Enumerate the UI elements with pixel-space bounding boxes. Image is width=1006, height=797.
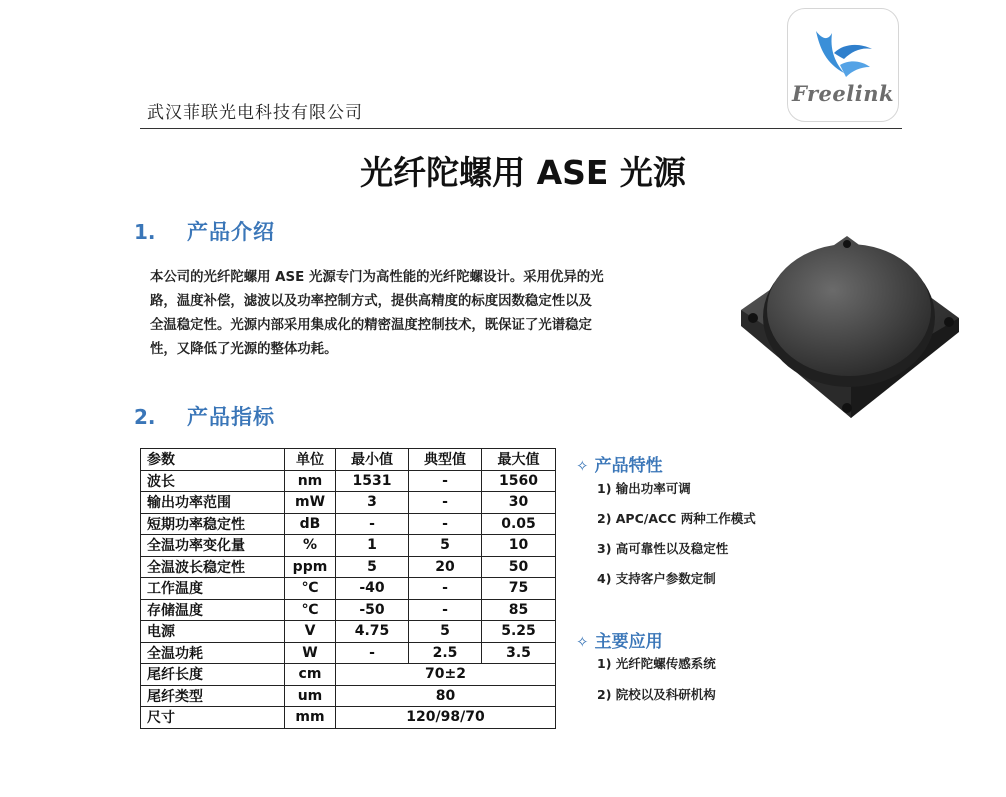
intro-paragraph: [150, 266, 722, 362]
table-cell: 1560: [482, 470, 556, 492]
section-1-title: 产品介绍: [187, 220, 275, 244]
table-row: [141, 513, 556, 535]
header-cell: 单位: [285, 449, 336, 471]
table-cell: 1531: [336, 470, 409, 492]
table-cell: 85: [482, 599, 556, 621]
table-cell: cm: [285, 664, 336, 686]
header-cell: 参数: [141, 449, 285, 471]
table-cell: 75: [482, 578, 556, 600]
table-cell: 存储温度: [141, 599, 285, 621]
header-divider: [140, 128, 902, 129]
table-cell: ℃: [285, 599, 336, 621]
applications-title: 主要应用: [594, 632, 663, 652]
table-cell: 5: [409, 621, 482, 643]
table-cell: -: [409, 578, 482, 600]
company-name: 武汉菲联光电科技有限公司: [147, 103, 363, 123]
intro-line: 性，又降低了光源的整体功耗。: [150, 342, 338, 357]
table-cell: 3.5: [482, 642, 556, 664]
header-cell: 最大值: [482, 449, 556, 471]
table-row: [141, 556, 556, 578]
table-cell: ppm: [285, 556, 336, 578]
table-cell: um: [285, 685, 336, 707]
application-item: 2) 院校以及科研机构: [597, 687, 716, 702]
table-row: [141, 685, 556, 707]
intro-line: 本公司的光纤陀螺用 ASE 光源专门为高性能的光纤陀螺设计。采用优异的光: [150, 270, 604, 285]
table-cell: 5.25: [482, 621, 556, 643]
table-cell: -: [409, 513, 482, 535]
table-row: [141, 642, 556, 664]
table-cell: 5: [336, 556, 409, 578]
feature-item: 2) APC/ACC 两种工作模式: [597, 511, 756, 526]
table-cell: %: [285, 535, 336, 557]
table-cell: 50: [482, 556, 556, 578]
table-cell: 尺寸: [141, 707, 285, 729]
features-title: 产品特性: [594, 456, 663, 476]
table-cell: 输出功率范围: [141, 492, 285, 514]
features-heading: [576, 451, 663, 476]
document-title: 光纤陀螺用 ASE 光源: [360, 153, 686, 192]
table-cell: 70±2: [336, 664, 556, 686]
applications-heading: [576, 627, 663, 652]
table-cell: mm: [285, 707, 336, 729]
table-cell: 尾纤长度: [141, 664, 285, 686]
table-cell: dB: [285, 513, 336, 535]
table-row: [141, 578, 556, 600]
table-cell: -50: [336, 599, 409, 621]
product-image: [735, 222, 965, 427]
header-cell: 最小值: [336, 449, 409, 471]
feature-item: 3) 高可靠性以及稳定性: [597, 541, 729, 556]
feature-item: 1) 输出功率可调: [597, 481, 691, 496]
table-cell: -: [336, 642, 409, 664]
table-cell: V: [285, 621, 336, 643]
table-row: [141, 492, 556, 514]
table-cell: 1: [336, 535, 409, 557]
table-row: [141, 599, 556, 621]
spec-table: [140, 448, 556, 729]
table-cell: -40: [336, 578, 409, 600]
feature-item: 4) 支持客户参数定制: [597, 571, 716, 586]
table-cell: 2.5: [409, 642, 482, 664]
section-1-number: 1.: [134, 220, 156, 244]
table-row: [141, 707, 556, 729]
table-cell: 全温波长稳定性: [141, 556, 285, 578]
header-cell: 典型值: [409, 449, 482, 471]
logo-wordmark: Freelink: [791, 81, 895, 106]
table-cell: 尾纤类型: [141, 685, 285, 707]
table-row: [141, 470, 556, 492]
table-cell: -: [409, 599, 482, 621]
intro-line: 路，温度补偿，滤波以及功率控制方式，提供高精度的标度因数稳定性以及: [150, 294, 592, 309]
table-cell: 波长: [141, 470, 285, 492]
sparkle-icon: ✧: [576, 457, 589, 475]
application-item: 1) 光纤陀螺传感系统: [597, 656, 716, 671]
table-cell: W: [285, 642, 336, 664]
logo-swoosh-icon: [810, 23, 876, 85]
table-cell: 10: [482, 535, 556, 557]
table-cell: -: [409, 492, 482, 514]
section-2-number: 2.: [134, 405, 156, 429]
intro-line: 全温稳定性。光源内部采用集成化的精密温度控制技术，既保证了光谱稳定: [150, 318, 592, 333]
table-cell: 电源: [141, 621, 285, 643]
table-cell: nm: [285, 470, 336, 492]
table-cell: 120/98/70: [336, 707, 556, 729]
table-cell: 0.05: [482, 513, 556, 535]
table-header-row: [141, 449, 556, 471]
table-cell: 短期功率稳定性: [141, 513, 285, 535]
company-logo: [787, 8, 899, 122]
table-cell: 30: [482, 492, 556, 514]
table-row: [141, 664, 556, 686]
table-cell: 全温功耗: [141, 642, 285, 664]
table-cell: 3: [336, 492, 409, 514]
table-row: [141, 621, 556, 643]
section-2-title: 产品指标: [187, 405, 275, 429]
table-cell: 全温功率变化量: [141, 535, 285, 557]
table-cell: 5: [409, 535, 482, 557]
table-row: [141, 535, 556, 557]
sparkle-icon: ✧: [576, 633, 589, 651]
table-cell: -: [336, 513, 409, 535]
table-cell: mW: [285, 492, 336, 514]
table-cell: 4.75: [336, 621, 409, 643]
table-cell: 20: [409, 556, 482, 578]
table-cell: 工作温度: [141, 578, 285, 600]
table-cell: ℃: [285, 578, 336, 600]
table-cell: -: [409, 470, 482, 492]
table-cell: 80: [336, 685, 556, 707]
